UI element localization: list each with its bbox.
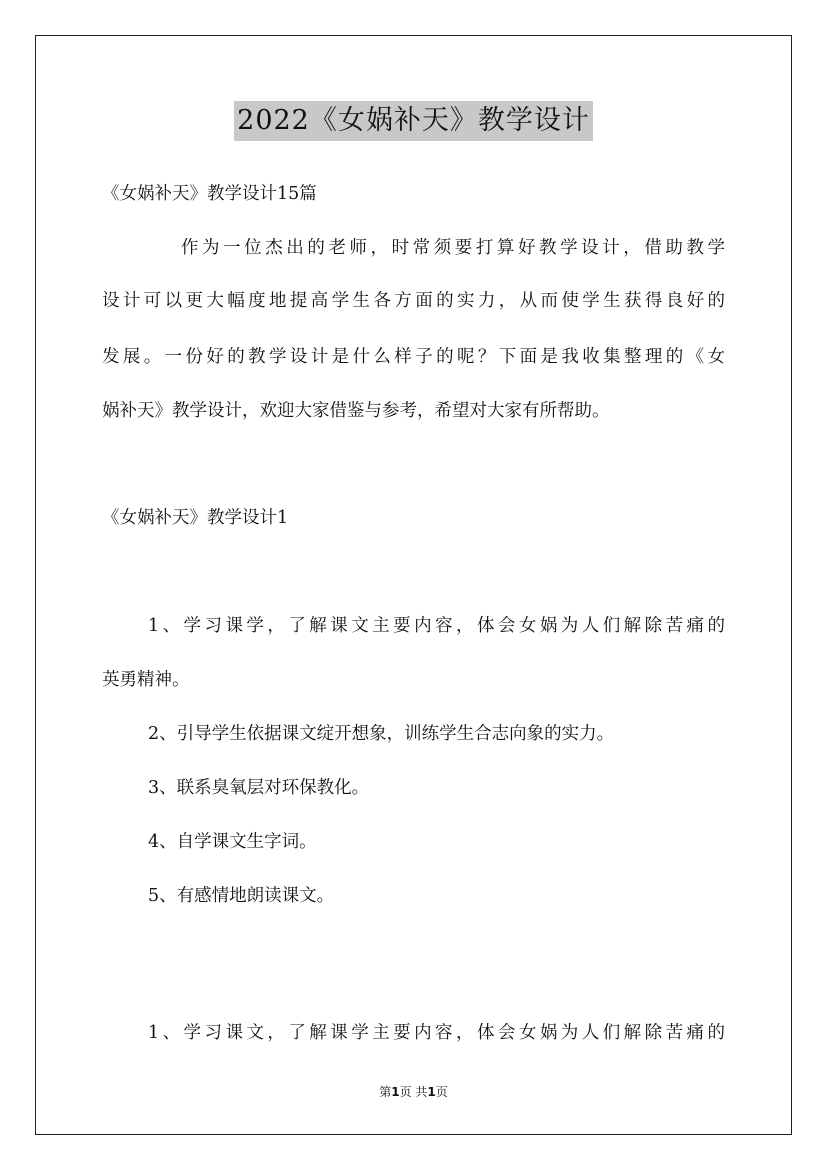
goal-line-7: 1、学习课文，了解课学主要内容，体会女娲为人们解除苦痛的 [148,1023,725,1043]
section-heading: 《女娲补天》教学设计1 [102,508,289,528]
footer-page-suffix: 页 [435,1085,448,1099]
goal-line-2: 英勇精神。 [102,670,190,690]
intro-line-1: 作为一位杰出的老师，时常须要打算好教学设计，借助教学 [181,238,725,258]
goal-line-4: 3、联系臭氧层对环保教化。 [148,778,370,798]
goal-line-1: 1、学习课学，了解课文主要内容，体会女娲为人们解除苦痛的 [148,616,725,636]
intro-line-3: 发展。一份好的教学设计是什么样子的呢？下面是我收集整理的《女 [102,347,725,367]
page-footer [0,1084,827,1100]
intro-line-4: 娲补天》教学设计，欢迎大家借鉴与参考，希望对大家有所帮助。 [102,401,610,421]
footer-page-prefix: 第 [379,1085,392,1099]
goal-line-3: 2、引导学生依据课文绽开想象，训练学生合志向象的实力。 [148,724,615,744]
goal-line-6: 5、有感情地朗读课文。 [148,886,335,906]
goal-line-5: 4、自学课文生字词。 [148,832,317,852]
intro-line-2: 设计可以更大幅度地提高学生各方面的实力，从而使学生获得良好的 [102,291,725,311]
footer-page-mid: 页 共 [399,1085,428,1099]
footer-page-current: 1 [391,1085,400,1099]
title-container [0,101,827,141]
footer-page-total: 1 [427,1085,436,1099]
document-title: 2022《女娲补天》教学设计 [234,101,593,141]
document-subtitle: 《女娲补天》教学设计15篇 [102,184,317,204]
